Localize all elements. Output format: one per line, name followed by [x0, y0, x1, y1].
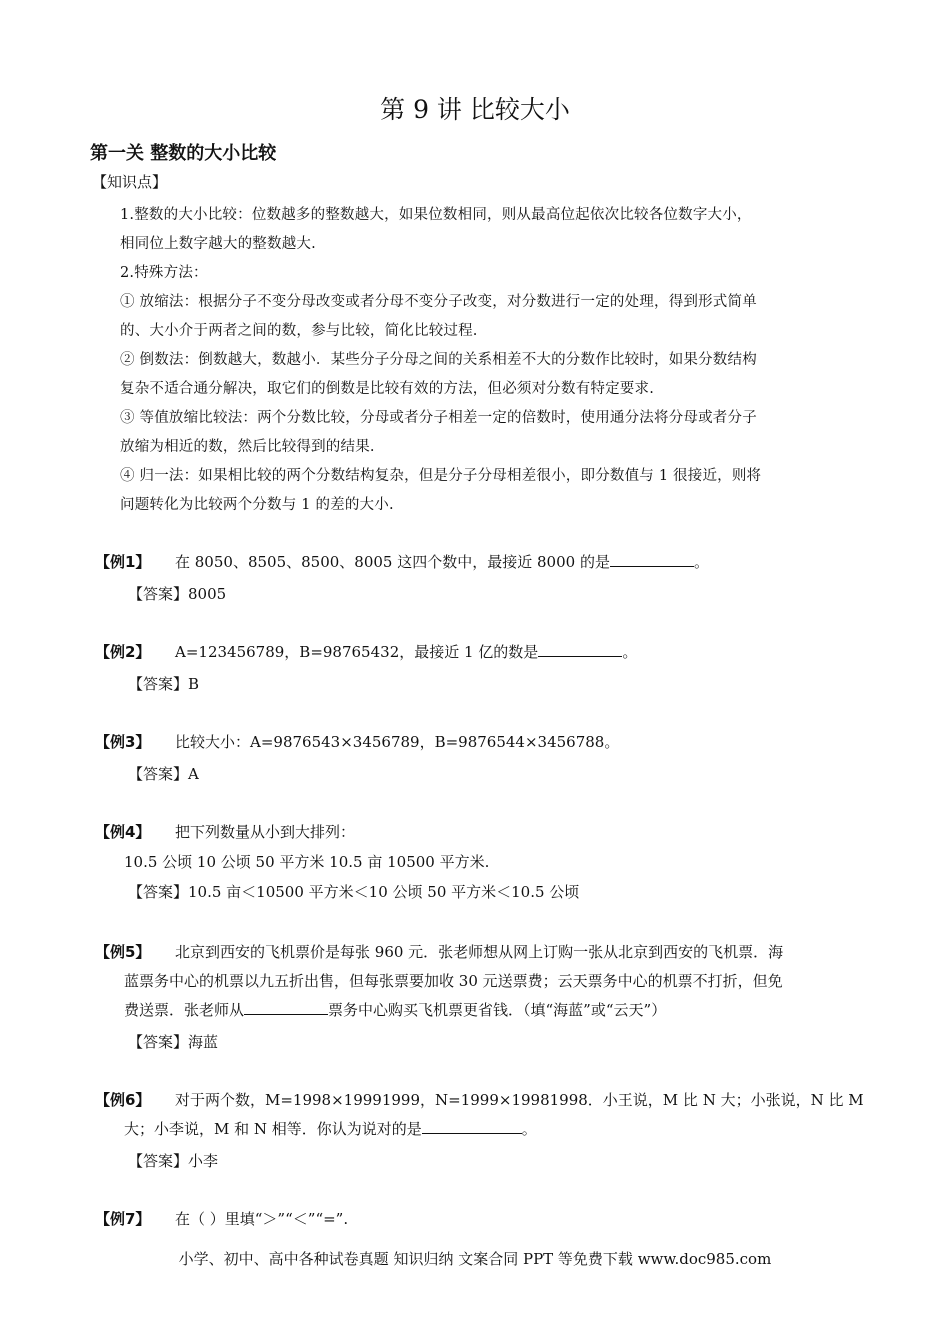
page-title: 第 9 讲 比较大小	[380, 95, 570, 124]
example-question-line: 蓝票务中心的机票以九五折出售，但每张票要加收 30 元送票费；云天票务中心的机票不打折，但免	[124, 972, 783, 990]
page-footer: 小学、初中、高中各种试卷真题 知识归纳 文案合同 PPT 等免费下载 www.doc985.com	[178, 1250, 772, 1268]
knowledge-line: 1.整数的大小比较：位数越多的整数越大，如果位数相同，则从最高位起依次比较各位数字大小，	[120, 207, 752, 223]
knowledge-line: 的、大小介于两者之间的数，参与比较，简化比较过程.	[120, 323, 478, 339]
example-label: 【例4】	[95, 823, 151, 841]
example-question-line: 10.5 公顷 10 公顷 50 平方米 10.5 亩 10500 平方米.	[124, 853, 490, 871]
knowledge-line: 放缩为相近的数，然后比较得到的结果.	[120, 439, 375, 455]
knowledge-line: 复杂不适合通分解决，取它们的倒数是比较有效的方法，但必须对分数有特定要求.	[120, 381, 655, 397]
knowledge-line: 2.特殊方法：	[120, 265, 208, 281]
example-answer: 【答案】10.5 亩＜10500 平方米＜10 公顷 50 平方米＜10.5 公顷	[128, 883, 580, 901]
example-question: 北京到西安的飞机票价是每张 960 元．张老师想从网上订购一张从北京到西安的飞机票．海	[175, 943, 784, 961]
example-answer: 【答案】8005	[128, 585, 227, 603]
knowledge-line: 相同位上数字越大的整数越大.	[120, 236, 316, 252]
knowledge-label: 【知识点】	[92, 173, 168, 191]
example-label: 【例5】	[95, 943, 151, 961]
example-question: 比较大小：A=9876543×3456789，B=9876544×3456788。	[175, 733, 620, 751]
example-answer: 【答案】小李	[128, 1152, 219, 1170]
example-label: 【例6】	[95, 1091, 151, 1109]
example-question: A=123456789，B=98765432，最接近 1 亿的数是 。	[175, 643, 638, 661]
knowledge-line: ④ 归一法：如果相比较的两个分数结构复杂，但是分子分母相差很小，即分数值与 1 很接近，则将	[120, 468, 762, 484]
example-question-line: 大；小李说，M 和 N 相等．你认为说对的是 。	[124, 1120, 537, 1138]
knowledge-line: ② 倒数法：倒数越大，数越小．某些分子分母之间的关系相差不大的分数作比较时，如果分数结构	[120, 352, 757, 368]
example-answer: 【答案】A	[128, 765, 199, 783]
example-label: 【例2】	[95, 643, 151, 661]
example-question: 对于两个数，M=1998×19991999，N=1999×19981998．小王说，M 比 N 大；小张说，N 比 M	[175, 1091, 864, 1109]
knowledge-line: 问题转化为比较两个分数与 1 的差的大小.	[120, 497, 394, 513]
knowledge-line: ③ 等值放缩比较法：两个分数比较，分母或者分子相差一定的倍数时，使用通分法将分母或者分子	[120, 410, 757, 426]
example-answer: 【答案】B	[128, 675, 200, 693]
example-question-line: 费送票．张老师从 票务中心购买飞机票更省钱．（填“海蓝”或“云天”）	[124, 1001, 667, 1019]
example-label: 【例7】	[95, 1210, 151, 1228]
answer-blank[interactable]	[244, 1000, 328, 1015]
answer-blank[interactable]	[610, 552, 694, 567]
example-question: 在（ ）里填“＞”“＜”“=”.	[175, 1210, 349, 1228]
knowledge-line: ① 放缩法：根据分子不变分母改变或者分母不变分子改变，对分数进行一定的处理，得到形式简单	[120, 294, 757, 310]
example-label: 【例3】	[95, 733, 151, 751]
example-question: 把下列数量从小到大排列：	[175, 823, 356, 841]
example-answer: 【答案】海蓝	[128, 1033, 219, 1051]
section-heading: 第一关 整数的大小比较	[90, 143, 277, 164]
example-label: 【例1】	[95, 553, 151, 571]
answer-blank[interactable]	[422, 1119, 522, 1134]
example-question: 在 8050、8505、8500、8005 这四个数中，最接近 8000 的是 。	[175, 553, 709, 571]
answer-blank[interactable]	[538, 642, 622, 657]
